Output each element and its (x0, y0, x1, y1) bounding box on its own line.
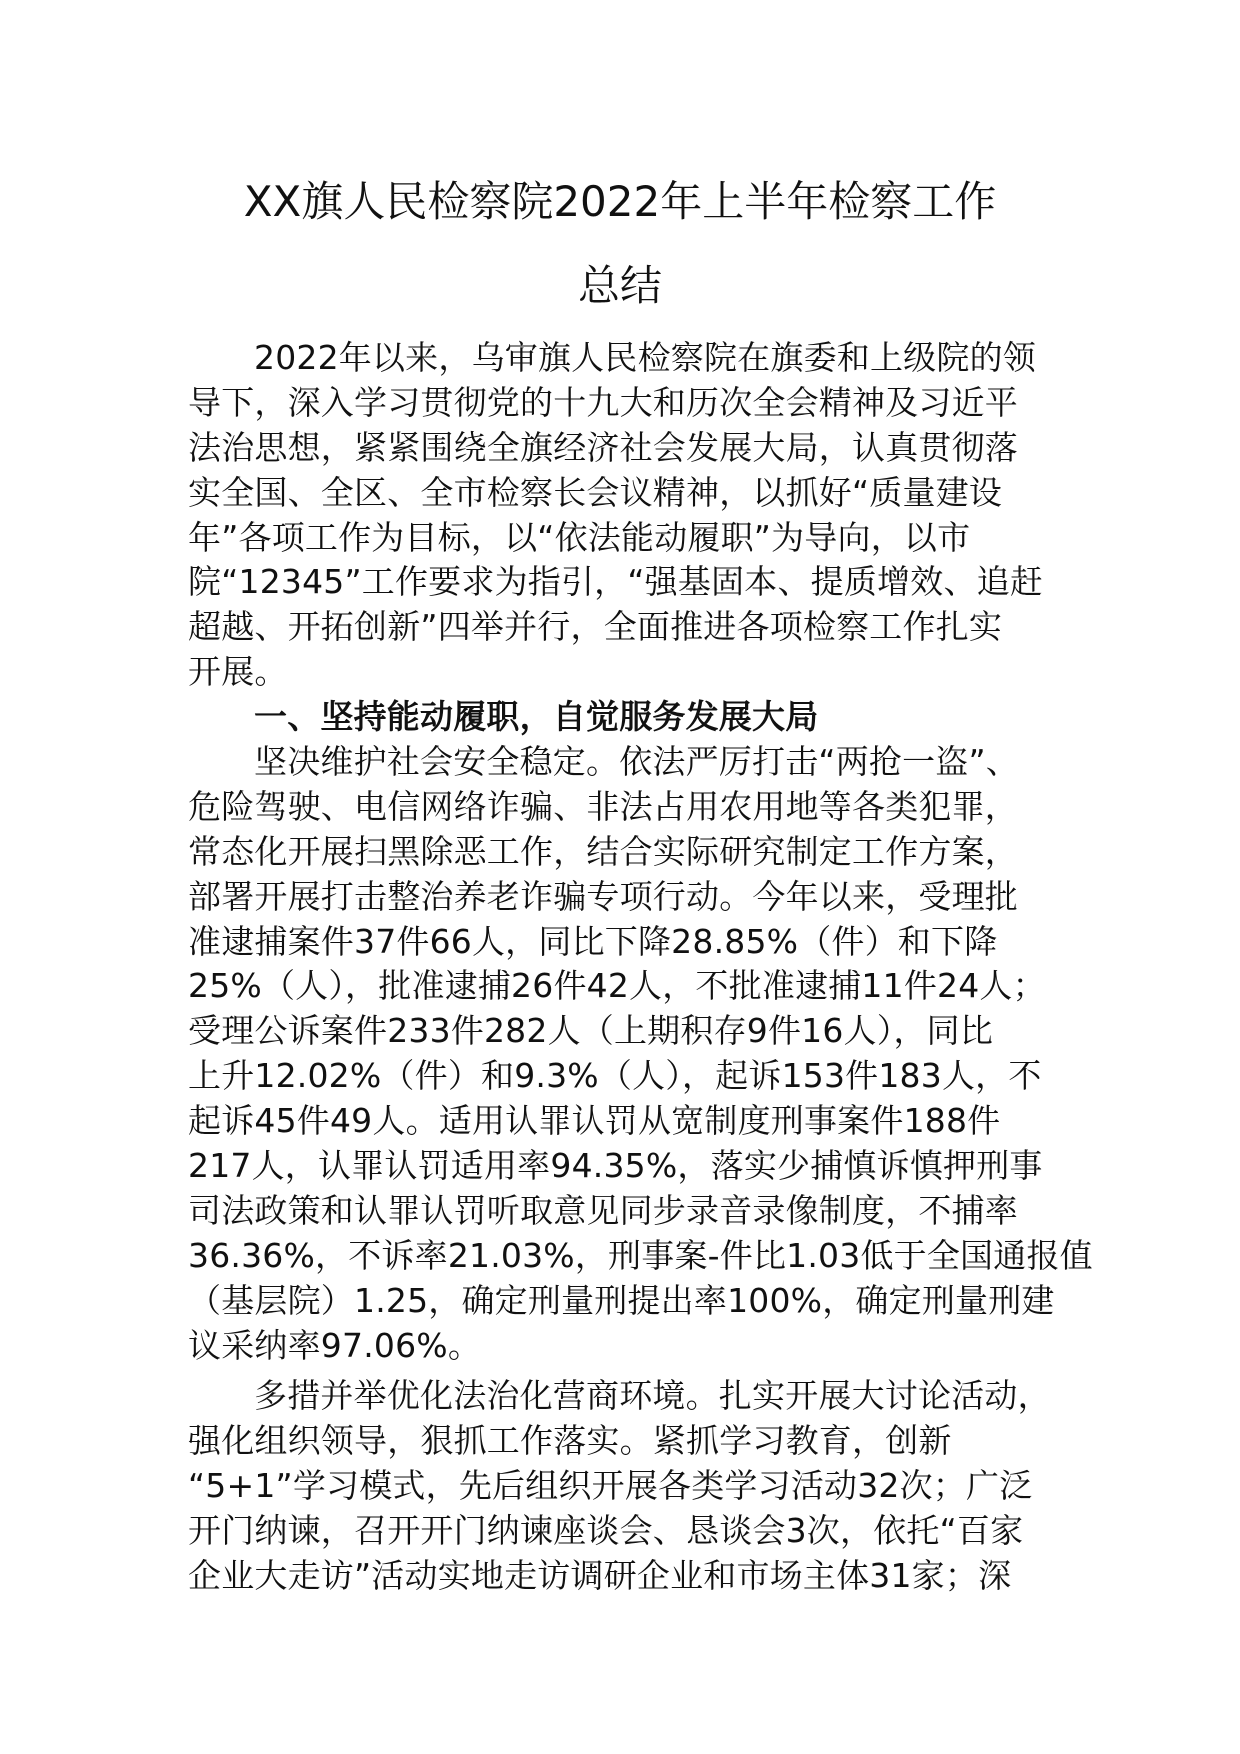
paragraph-line: 强化组织领导，狠抓工作落实。紧抓学习教育，创新 (188, 1421, 952, 1461)
paragraph-line: 企业大走访”活动实地走访调研企业和市场主体31家；深 (188, 1556, 1012, 1596)
paragraph-line: 上升12.02%（件）和9.3%（人），起诉153件183人，不 (188, 1056, 1042, 1096)
paragraph-line: 多措并举优化法治化营商环境。扎实开展大讨论活动， (254, 1376, 1051, 1416)
paragraph-line: 25%（人），批准逮捕26件42人，不批准逮捕11件24人； (188, 966, 1046, 1006)
paragraph-line: （基层院）1.25，确定刑量刑提出率100%，确定刑量刑建 (188, 1280, 1055, 1320)
paragraph-line: 司法政策和认罪认罚听取意见同步录音录像制度，不捕率 (188, 1190, 1018, 1230)
paragraph-line: 法治思想，紧紧围绕全旗经济社会发展大局，认真贯彻落 (188, 427, 1018, 467)
paragraph-line: 217人，认罪认罚适用率94.35%，落实少捕慎诉慎押刑事 (188, 1146, 1043, 1186)
paragraph-line: 2022年以来，乌审旗人民检察院在旗委和上级院的领 (254, 338, 1036, 377)
paragraph-line: 实全国、全区、全市检察长会议精神，以抓好“质量建设 (188, 472, 1003, 512)
paragraph-line: 起诉45件49人。适用认罪认罚从宽制度刑事案件188件 (188, 1101, 1001, 1141)
paragraph-line: 准逮捕案件37件66人，同比下降28.85%（件）和下降 (188, 921, 998, 961)
paragraph-line: 危险驾驶、电信网络诈骗、非法占用农用地等各类犯罪， (188, 786, 1018, 826)
document-title-line-2: 总结 (577, 261, 662, 310)
paragraph-line: 院“12345”工作要求为指引，“强基固本、提质增效、追赶 (188, 562, 1044, 602)
paragraph-line: 坚决维护社会安全稳定。依法严厉打击“两抢一盗”、 (254, 742, 1019, 782)
paragraph-line: 导下，深入学习贯彻党的十九大和历次全会精神及习近平 (188, 382, 1018, 422)
paragraph-line: “5+1”学习模式，先后组织开展各类学习活动32次；广泛 (188, 1466, 1033, 1506)
paragraph-line: 常态化开展扫黑除恶工作，结合实际研究制定工作方案， (188, 831, 1018, 871)
paragraph-line: 部署开展打击整治养老诈骗专项行动。今年以来，受理批 (188, 876, 1018, 916)
paragraph-line: 年”各项工作为目标，以“依法能动履职”为导向，以市 (188, 517, 971, 557)
paragraph-line: 议采纳率97.06%。 (188, 1325, 482, 1365)
document-body (188, 336, 1093, 1599)
paragraph-line: 开门纳谏，召开开门纳谏座谈会、恳谈会3次，依托“百家 (188, 1511, 1024, 1551)
paragraph-line: 36.36%，不诉率21.03%，刑事案-件比1.03低于全国通报值 (188, 1235, 1093, 1275)
document-title-line-1: XX旗人民检察院2022年上半年检察工作 (243, 177, 997, 226)
paragraph-line: 超越、开拓创新”四举并行，全面推进各项检察工作扎实 (188, 607, 1003, 647)
section-heading: 一、坚持能动履职，自觉服务发展大局 (254, 697, 819, 737)
paragraph-line: 开展。 (188, 652, 288, 692)
paragraph-line: 受理公诉案件233件282人（上期积存9件16人），同比 (188, 1011, 994, 1051)
